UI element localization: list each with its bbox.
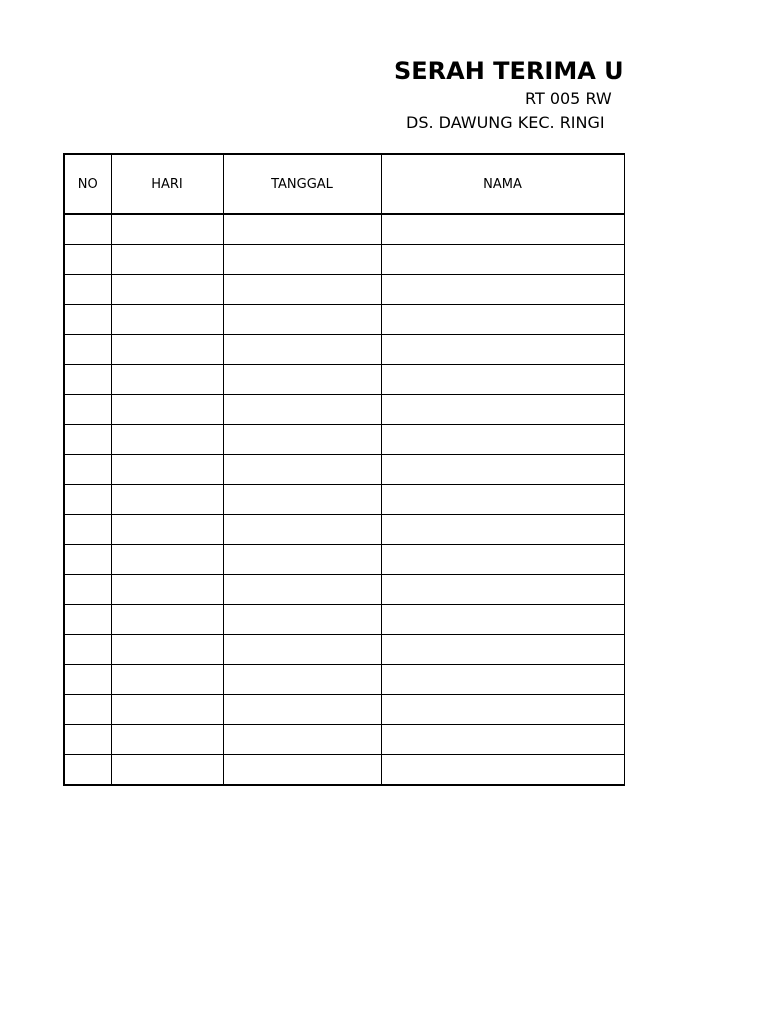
table-cell-hari <box>111 365 223 395</box>
table-cell-nama <box>381 214 624 245</box>
table-cell-nama <box>381 635 624 665</box>
table-row <box>64 455 624 485</box>
table-cell-hari <box>111 275 223 305</box>
table-cell-no <box>64 305 111 335</box>
column-header-hari: HARI <box>111 154 223 214</box>
table-cell-tanggal <box>223 605 381 635</box>
table-cell-no <box>64 245 111 275</box>
table-cell-tanggal <box>223 515 381 545</box>
table-cell-nama <box>381 575 624 605</box>
column-header-nama: NAMA <box>381 154 624 214</box>
table-cell-hari <box>111 725 223 755</box>
table-row <box>64 275 624 305</box>
table-cell-no <box>64 575 111 605</box>
table-cell-tanggal <box>223 485 381 515</box>
table-cell-hari <box>111 455 223 485</box>
table-cell-no <box>64 635 111 665</box>
table-cell-hari <box>111 485 223 515</box>
table-cell-tanggal <box>223 245 381 275</box>
table-row <box>64 605 624 635</box>
table-cell-tanggal <box>223 665 381 695</box>
table-cell-no <box>64 725 111 755</box>
table-cell-tanggal <box>223 335 381 365</box>
table-cell-tanggal <box>223 755 381 786</box>
table-cell-hari <box>111 545 223 575</box>
table-cell-no <box>64 545 111 575</box>
table-cell-tanggal <box>223 455 381 485</box>
table-cell-tanggal <box>223 725 381 755</box>
table-cell-no <box>64 365 111 395</box>
table-cell-no <box>64 425 111 455</box>
column-header-no: NO <box>64 154 111 214</box>
table-cell-tanggal <box>223 395 381 425</box>
table-cell-nama <box>381 275 624 305</box>
table-cell-no <box>64 485 111 515</box>
table-row <box>64 575 624 605</box>
table-cell-nama <box>381 395 624 425</box>
table-cell-nama <box>381 545 624 575</box>
table-cell-no <box>64 515 111 545</box>
table-cell-no <box>64 395 111 425</box>
table-row <box>64 485 624 515</box>
table-row <box>64 214 624 245</box>
table-cell-nama <box>381 605 624 635</box>
table-row <box>64 425 624 455</box>
handover-table <box>63 153 625 786</box>
table-cell-tanggal <box>223 545 381 575</box>
table-row <box>64 245 624 275</box>
table-cell-nama <box>381 245 624 275</box>
table-cell-hari <box>111 695 223 725</box>
table-cell-no <box>64 214 111 245</box>
table-cell-no <box>64 335 111 365</box>
table-cell-nama <box>381 725 624 755</box>
table-cell-tanggal <box>223 425 381 455</box>
table-cell-tanggal <box>223 365 381 395</box>
table-cell-nama <box>381 695 624 725</box>
table-body <box>64 214 624 785</box>
table-cell-hari <box>111 515 223 545</box>
table-cell-hari <box>111 635 223 665</box>
table-cell-hari <box>111 395 223 425</box>
table-cell-hari <box>111 605 223 635</box>
table-cell-no <box>64 455 111 485</box>
table-cell-tanggal <box>223 695 381 725</box>
table-row <box>64 665 624 695</box>
table-row <box>64 395 624 425</box>
table-cell-hari <box>111 425 223 455</box>
table-cell-tanggal <box>223 275 381 305</box>
table-row <box>64 725 624 755</box>
table-cell-no <box>64 665 111 695</box>
table-cell-hari <box>111 335 223 365</box>
table-row <box>64 365 624 395</box>
table-cell-hari <box>111 245 223 275</box>
table-row <box>64 755 624 786</box>
table-cell-no <box>64 605 111 635</box>
table-cell-tanggal <box>223 214 381 245</box>
table-cell-hari <box>111 575 223 605</box>
table-header-row <box>64 154 624 214</box>
table-cell-hari <box>111 755 223 786</box>
table-cell-nama <box>381 665 624 695</box>
table-cell-tanggal <box>223 635 381 665</box>
table-row <box>64 545 624 575</box>
table-cell-no <box>64 695 111 725</box>
table-cell-no <box>64 755 111 786</box>
document-title: SERAH TERIMA U <box>394 57 624 85</box>
table-cell-nama <box>381 365 624 395</box>
table-cell-nama <box>381 335 624 365</box>
table-cell-tanggal <box>223 305 381 335</box>
table-row <box>64 335 624 365</box>
table-row <box>64 695 624 725</box>
document-subtitle-address: DS. DAWUNG KEC. RINGI <box>406 113 605 132</box>
table-cell-hari <box>111 214 223 245</box>
table-cell-nama <box>381 425 624 455</box>
table-cell-nama <box>381 455 624 485</box>
table-cell-hari <box>111 665 223 695</box>
table-cell-nama <box>381 485 624 515</box>
table-row <box>64 515 624 545</box>
table-row <box>64 635 624 665</box>
table-cell-nama <box>381 515 624 545</box>
table-row <box>64 305 624 335</box>
column-header-tanggal: TANGGAL <box>223 154 381 214</box>
table-cell-nama <box>381 305 624 335</box>
document-subtitle-rt-rw: RT 005 RW <box>525 89 612 108</box>
table-cell-no <box>64 275 111 305</box>
table-cell-tanggal <box>223 575 381 605</box>
table-cell-nama <box>381 755 624 786</box>
table-cell-hari <box>111 305 223 335</box>
